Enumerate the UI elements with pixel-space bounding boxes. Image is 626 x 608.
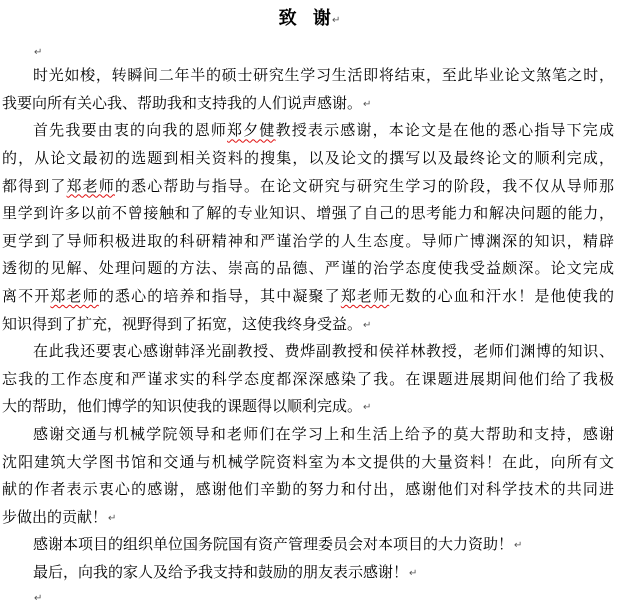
text-run: 感谢本项目的组织单位国务院国有资产管理委员会对本项目的大力资助！ bbox=[33, 535, 514, 554]
text-run: 透彻的见解、处理问题的方法、崇高的品德、严谨的治学态度使我受益颇深。论文完成 bbox=[2, 259, 614, 278]
text-line bbox=[2, 366, 614, 394]
text-line bbox=[2, 173, 614, 201]
text-run: 无数的心血和汗水！是他使我的 bbox=[389, 287, 614, 306]
text-run: 的悉心帮助与指导。在论文研究与研究生学习的阶段，我不仅从导师那 bbox=[114, 176, 614, 195]
paragraph-mark: ↵ bbox=[331, 15, 341, 26]
paragraph bbox=[2, 338, 614, 421]
paragraph bbox=[2, 531, 614, 559]
paragraph bbox=[2, 117, 614, 338]
text-line bbox=[2, 338, 614, 366]
text-run: 都得到了 bbox=[2, 176, 67, 195]
text-line bbox=[2, 421, 614, 449]
empty-paragraph bbox=[2, 587, 614, 608]
paragraph-mark: ↵ bbox=[514, 540, 523, 552]
text-line bbox=[2, 41, 614, 62]
text-line bbox=[2, 393, 614, 421]
paragraph bbox=[2, 421, 614, 531]
paragraph-mark: ↵ bbox=[363, 98, 372, 110]
title-text: 致 谢 bbox=[278, 8, 331, 29]
text-line bbox=[2, 311, 614, 339]
text-run: 知识得到了扩充，视野得到了拓宽，这使我终身受益。 bbox=[2, 314, 363, 333]
text-run: 忘我的工作态度和严谨求实的科学态度都深深感染了我。在课题进展期间他们给了我极 bbox=[2, 369, 614, 388]
paragraph-mark: ↵ bbox=[34, 592, 43, 604]
paragraph bbox=[2, 62, 614, 117]
text-run: 时光如梭，转瞬间二年半的硕士研究生学习生活即将结束，至此毕业论文煞笔之时， bbox=[33, 66, 614, 85]
text-run: 里学到许多以前不曾接触和了解的专业知识、增强了自己的思考能力和解决问题的能力， bbox=[2, 204, 614, 223]
paragraph-mark: ↵ bbox=[409, 567, 418, 579]
text-line bbox=[2, 283, 614, 311]
text-run: 步做出的贡献！ bbox=[2, 507, 108, 526]
text-line bbox=[2, 559, 614, 587]
text-line bbox=[2, 255, 614, 283]
text-run: 我要向所有关心我、帮助我和支持我的人们说声感谢。 bbox=[2, 93, 363, 112]
text-run: 的悉心的培养和指导，其中凝聚了 bbox=[98, 287, 341, 306]
text-run: 沈阳建筑大学图书馆和交通与机械学院资料室为本文提供的大量资料！在此，向所有文 bbox=[2, 452, 614, 471]
text-line bbox=[2, 117, 614, 145]
text-run: 的，从论文最初的选题到相关资料的搜集，以及论文的撰写以及最终论文的顺利完成， bbox=[2, 149, 614, 168]
text-line bbox=[2, 531, 614, 559]
paragraph-mark: ↵ bbox=[34, 47, 43, 59]
spelling-flagged-text: 郑老师 bbox=[340, 287, 390, 306]
text-run: 离不开 bbox=[2, 287, 51, 306]
text-run: 大的帮助，他们博学的知识使我的课题得以顺利完成。 bbox=[2, 397, 363, 416]
document-body bbox=[2, 41, 614, 607]
paragraph-mark: ↵ bbox=[363, 319, 372, 331]
paragraph-mark: ↵ bbox=[108, 512, 117, 524]
text-run: 最后，向我的家人及给予我支持和鼓励的朋友表示感谢！ bbox=[33, 562, 409, 581]
text-run: 教授表示感谢，本论文是在他的悉心指导下完成 bbox=[275, 121, 614, 140]
text-line bbox=[2, 62, 614, 90]
text-line bbox=[2, 90, 614, 118]
text-line bbox=[2, 145, 614, 173]
text-line bbox=[2, 587, 614, 608]
text-run: 感谢交通与机械学院领导和老师们在学习上和生活上给予的莫大帮助和支持，感谢 bbox=[33, 425, 614, 444]
spelling-flagged-text: 郑夕健 bbox=[227, 121, 276, 140]
text-line bbox=[2, 476, 614, 504]
text-line bbox=[2, 200, 614, 228]
text-run: 献的作者表示衷心的感谢，感谢他们辛勤的努力和付出，感谢他们对科学技术的共同进 bbox=[2, 480, 614, 499]
text-line bbox=[2, 449, 614, 477]
text-run: 在此我还要衷心感谢韩泽光副教授、费烨副教授和侯祥林教授，老师们渊博的知识、 bbox=[33, 342, 614, 361]
text-run: 更学到了导师积极进取的科研精神和严谨治学的人生态度。导师广博渊深的知识，精辟 bbox=[2, 231, 614, 250]
text-run: 首先我要由衷的向我的恩师 bbox=[33, 121, 228, 140]
text-line bbox=[2, 228, 614, 256]
document-title bbox=[0, 4, 610, 34]
empty-paragraph bbox=[2, 41, 614, 62]
spelling-flagged-text: 郑老师 bbox=[66, 176, 115, 195]
spelling-flagged-text: 郑老师 bbox=[50, 287, 99, 306]
paragraph bbox=[2, 559, 614, 587]
text-line bbox=[2, 504, 614, 532]
paragraph-mark: ↵ bbox=[363, 402, 372, 414]
